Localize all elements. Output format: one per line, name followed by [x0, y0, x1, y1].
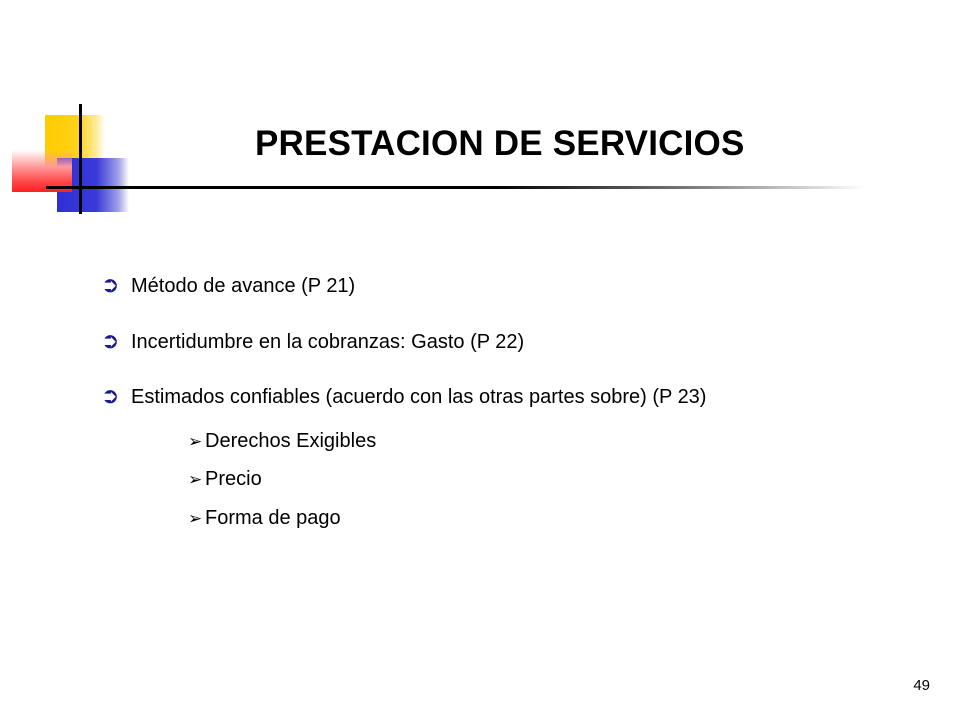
sub-bullet-text: Precio [205, 468, 262, 490]
curved-arrow-icon: ➲ [101, 328, 120, 353]
bullet-text: Estimados confiables (acuerdo con las otras partes sobre) (P 23) [131, 386, 707, 408]
sub-bullet-item [188, 464, 262, 495]
title-underline [46, 186, 866, 189]
curved-arrow-icon: ➲ [101, 383, 120, 408]
sub-bullet-text: Forma de pago [205, 507, 341, 529]
vertical-rule [79, 104, 82, 214]
bullet-item [101, 326, 524, 357]
bullet-text: Incertidumbre en la cobranzas: Gasto (P 22) [131, 331, 525, 353]
bullet-item [101, 270, 355, 301]
arrowhead-icon: ➢ [188, 509, 203, 528]
sub-bullet-item [188, 503, 341, 534]
sub-bullet-text: Derechos Exigibles [205, 430, 377, 452]
curved-arrow-icon: ➲ [101, 272, 120, 297]
arrowhead-icon: ➢ [188, 470, 203, 489]
page-number: 49 [913, 677, 930, 694]
bullet-text: Método de avance (P 21) [131, 275, 356, 297]
arrowhead-icon: ➢ [188, 432, 203, 451]
bullet-item [101, 381, 706, 412]
slide-title: PRESTACION DE SERVICIOS [255, 124, 745, 163]
sub-bullet-item [188, 426, 376, 457]
